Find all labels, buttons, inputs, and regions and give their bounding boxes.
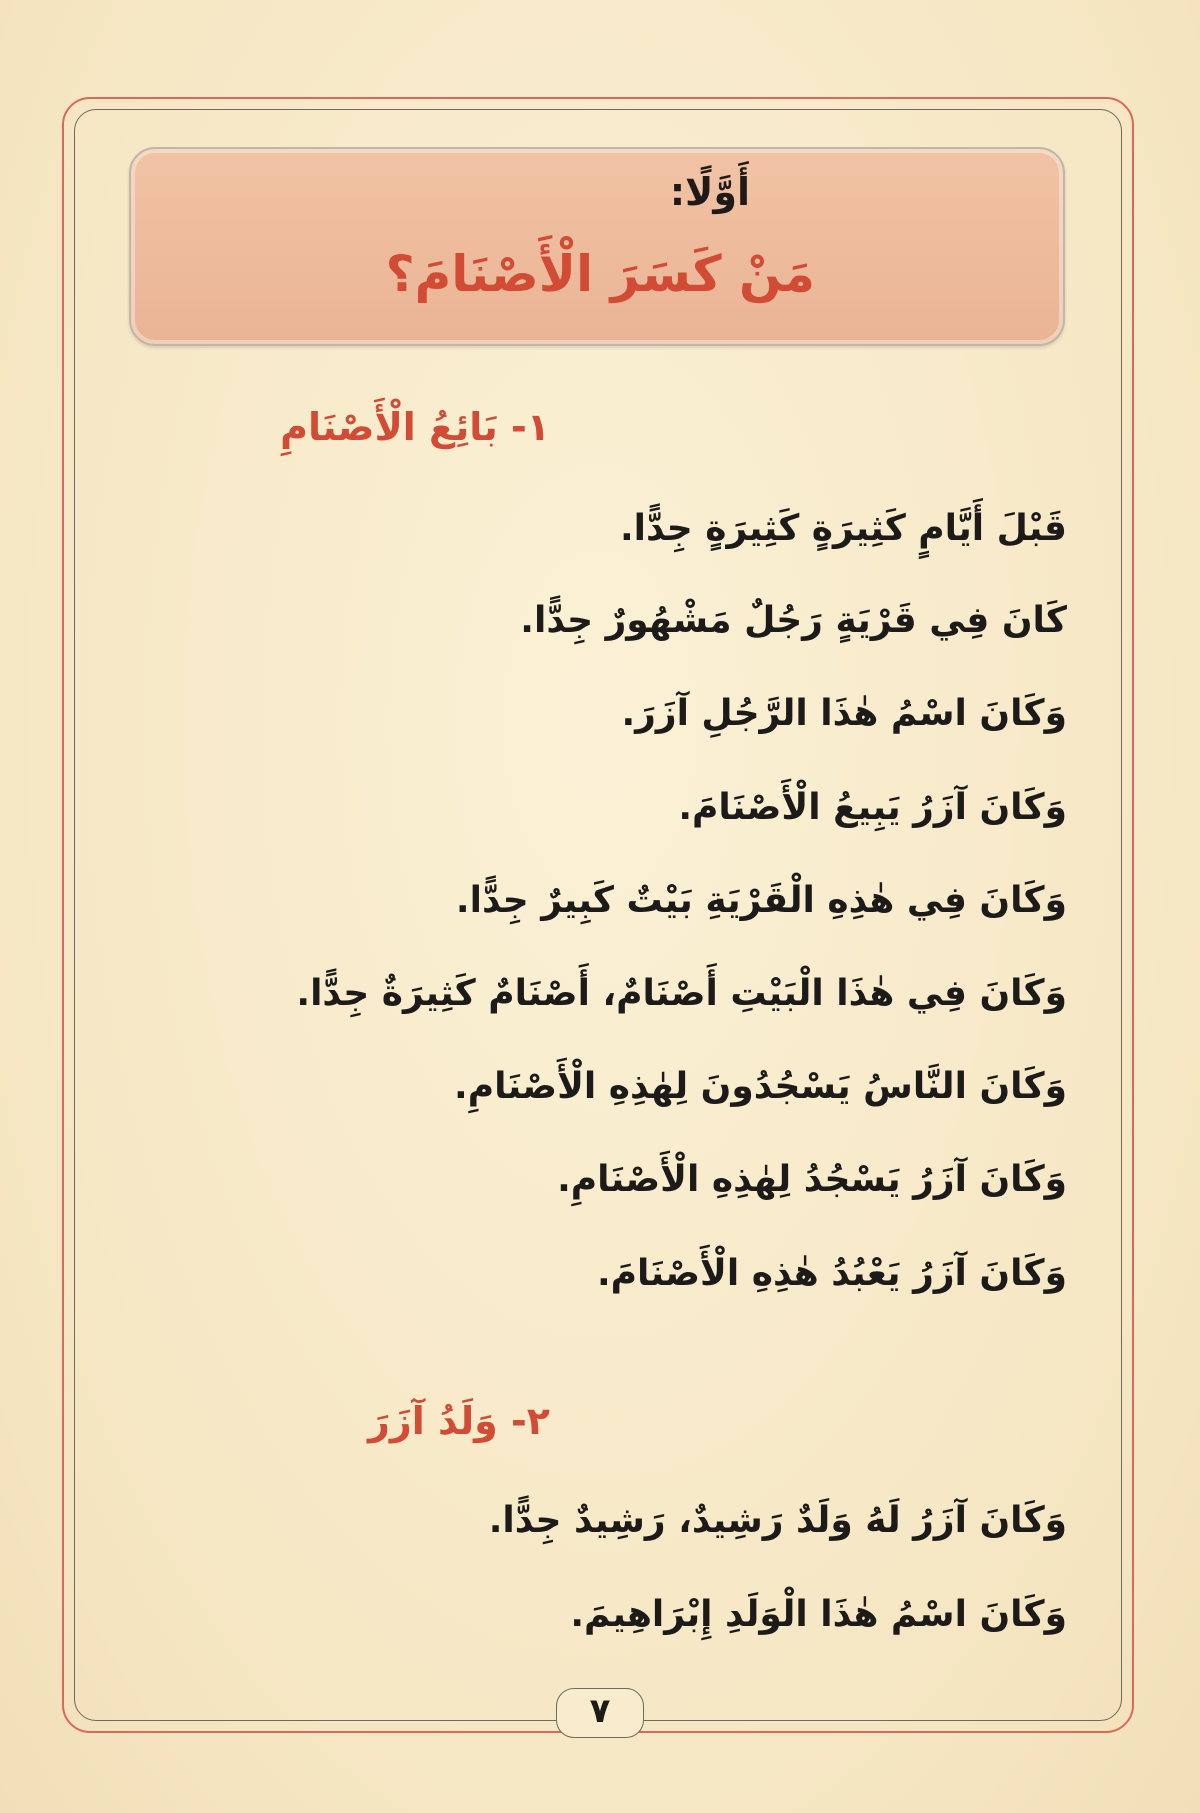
heading-small: أَوَّلًا: bbox=[669, 170, 750, 214]
text-line: وَكَانَ آزَرُ يَسْجُدُ لِهٰذِهِ الْأَصْنَامِ. bbox=[557, 1159, 1067, 1200]
text-line: وَكَانَ آزَرُ لَهُ وَلَدٌ رَشِيدٌ، رَشِيدٌ جِدًّا. bbox=[488, 1500, 1067, 1541]
page-number: ٧ bbox=[589, 1691, 611, 1731]
text-line: وَكَانَ آزَرُ يَعْبُدُ هٰذِهِ الْأَصْنَامَ. bbox=[596, 1253, 1067, 1294]
text-line: وَكَانَ النَّاسُ يَسْجُدُونَ لِهٰذِهِ الْأَصْنَامِ. bbox=[454, 1066, 1067, 1107]
section-1-title: ١- بَائِعُ الْأَصْنَامِ bbox=[280, 405, 550, 449]
text-line: وَكَانَ اسْمُ هٰذَا الْوَلَدِ إِبْرَاهِيمَ. bbox=[570, 1594, 1067, 1635]
section-2-title: ٢- وَلَدُ آزَرَ bbox=[367, 1399, 550, 1443]
text-line: وَكَانَ فِي هٰذِهِ الْقَرْيَةِ بَيْتٌ كَبِيرٌ جِدًّا. bbox=[455, 880, 1067, 921]
heading-main: مَنْ كَسَرَ الْأَصْنَامَ؟ bbox=[385, 245, 815, 303]
text-line: وَكَانَ آزَرُ يَبِيعُ الْأَصْنَامَ. bbox=[678, 787, 1067, 828]
text-line: كَانَ فِي قَرْيَةٍ رَجُلٌ مَشْهُورٌ جِدًّا. bbox=[520, 600, 1067, 641]
text-line: وَكَانَ اسْمُ هٰذَا الرَّجُلِ آزَرَ. bbox=[621, 693, 1067, 734]
text-line: قَبْلَ أَيَّامٍ كَثِيرَةٍ كَثِيرَةٍ جِدًّا. bbox=[620, 508, 1067, 549]
text-line: وَكَانَ فِي هٰذَا الْبَيْتِ أَصْنَامٌ، أَصْنَامٌ كَثِيرَةٌ جِدًّا. bbox=[296, 973, 1067, 1014]
